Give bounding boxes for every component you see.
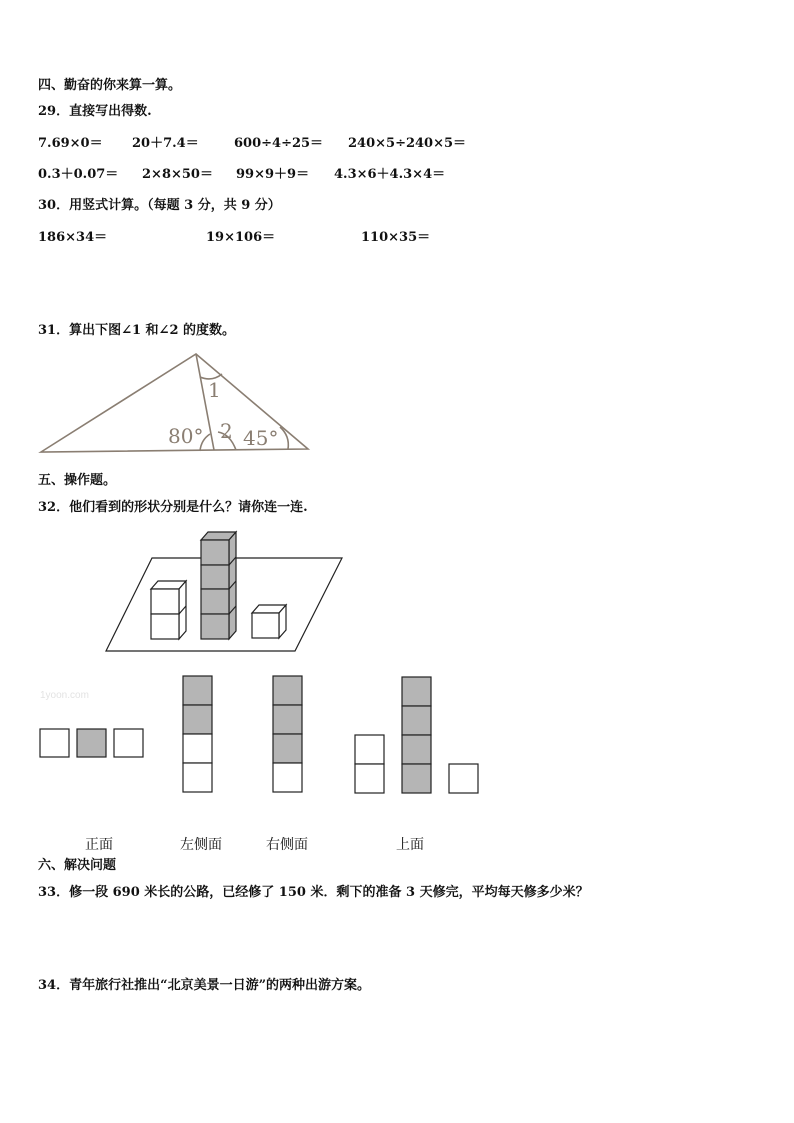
q30-title: 30．用竖式计算。（每题 3 分，共 9 分） [38,198,281,213]
label-right-side: 右侧面 [266,837,308,853]
view-front-arrangement [355,677,478,793]
q29-r2-c2: 2×8×50＝ [142,167,213,182]
q31-title: 31．算出下图∠1 和∠2 的度数。 [38,323,236,338]
section-five-heading: 五、操作题。 [38,473,117,488]
q29-title: 29．直接写出得数. [38,104,152,119]
views [40,676,478,793]
view-column-3-shaded-1-white [273,676,302,792]
q29-r1-c2: 20＋7.4＝ [132,136,199,151]
cube-scene [106,532,342,651]
q29-r1-c3: 600÷4÷25＝ [234,136,324,151]
q30-item-1: 186×34＝ [38,230,108,245]
section-six-heading: 六、解决问题 [38,858,117,873]
q34-title: 34．青年旅行社推出“北京美景一日游”的两种出游方案。 [38,978,371,993]
left-cube-stack [151,581,186,639]
q29-r2-c3: 99×9＋9＝ [236,167,310,182]
label-top: 上面 [396,837,424,853]
q30-item-3: 110×35＝ [361,230,431,245]
view-column-2-shaded-2-white [183,676,212,792]
q29-r2-c1: 0.3＋0.07＝ [38,167,119,182]
angle-80-label: 80° [168,424,204,448]
q30-item-2: 19×106＝ [206,230,276,245]
angle-45-label: 45° [243,426,279,450]
view-row-of-three [40,729,143,757]
q33-title: 33．修一段 690 米长的公路，已经修了 150 米．剩下的准备 3 天修完，平均每天修多少米？ [38,885,589,900]
q29-r1-c4: 240×5÷240×5＝ [348,136,467,151]
q32-title: 32．他们看到的形状分别是什么？请你连一连. [38,500,308,515]
middle-cube-stack [201,532,236,639]
watermark: 1yoon.com [40,690,89,701]
angle-1-label: 1 [208,378,221,402]
q29-r2-c4: 4.3×6＋4.3×4＝ [334,167,446,182]
right-single-cube [252,605,286,638]
section-four-heading: 四、勤奋的你来算一算。 [38,78,182,93]
label-left-side: 左侧面 [180,837,222,853]
angle-2-label: 2 [220,419,233,443]
label-front: 正面 [85,837,113,853]
q29-r1-c1: 7.69×0＝ [38,136,103,151]
